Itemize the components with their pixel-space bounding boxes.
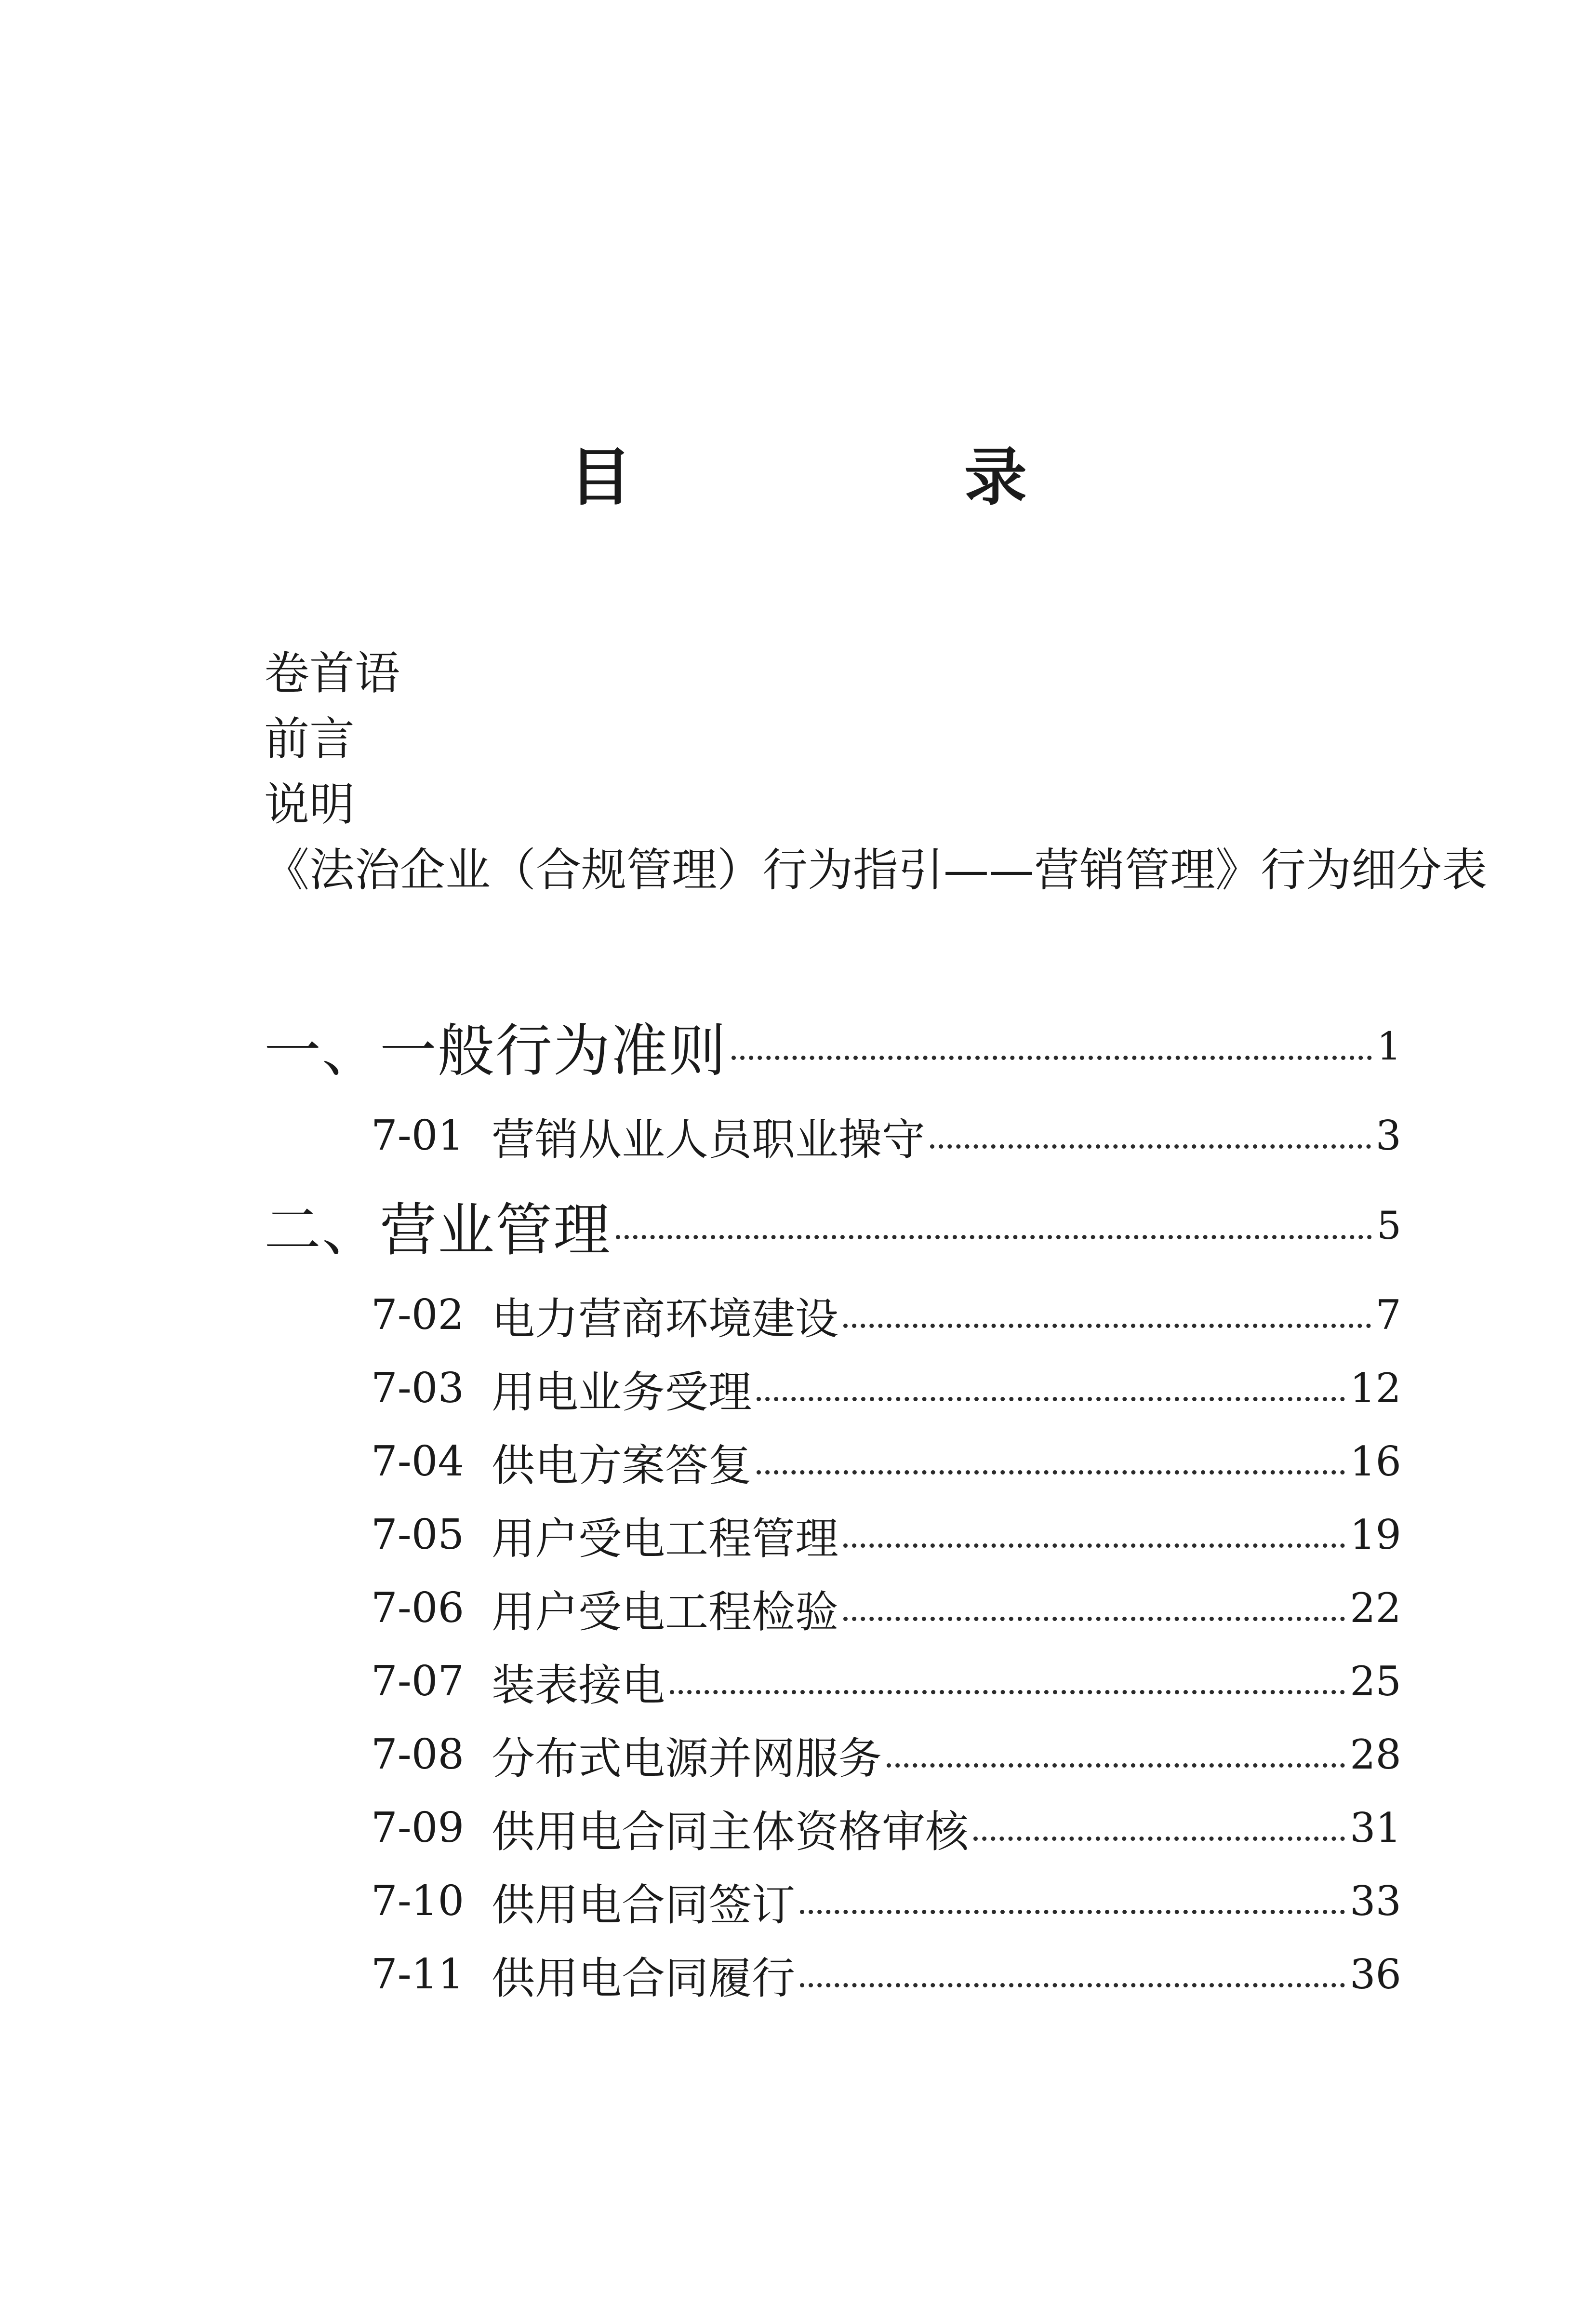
- toc-entry-code: 7-01: [371, 1112, 465, 1160]
- dot-leader: [757, 1470, 1345, 1475]
- front-matter-preface: 前言: [264, 713, 355, 765]
- dot-leader: [843, 1617, 1345, 1621]
- toc-entry-code: 7-10: [371, 1877, 465, 1925]
- toc-entry-label: 用户受电工程管理: [492, 1514, 838, 1564]
- toc-section-label: 二、营业管理: [264, 1197, 612, 1263]
- toc-entry: [264, 1571, 1401, 1645]
- toc-page-number: 12: [1350, 1365, 1401, 1412]
- toc-entry-code: 7-11: [371, 1950, 465, 1998]
- toc-page-number: 16: [1350, 1438, 1401, 1485]
- toc-entry-label: 用电业务受理: [492, 1367, 752, 1418]
- dot-leader: [973, 1837, 1345, 1841]
- toc-entry-label: 供用电合同主体资格审核: [492, 1807, 969, 1857]
- toc-entry: [264, 1498, 1401, 1571]
- toc-entry-code: 7-03: [371, 1364, 465, 1412]
- toc-entry-label: 分布式电源并网服务: [492, 1733, 882, 1784]
- dot-leader: [843, 1543, 1345, 1548]
- toc-section-business-management: [264, 1172, 1401, 1278]
- toc-page-number: 22: [1350, 1584, 1401, 1632]
- toc-entry: [264, 1864, 1401, 1938]
- toc-page-number: 25: [1350, 1658, 1401, 1705]
- toc-entry: [264, 1099, 1401, 1172]
- toc-entry: [264, 1791, 1401, 1864]
- toc-entry-label: 装表接电: [492, 1660, 665, 1711]
- toc-entry-label: 供用电合同履行: [492, 1953, 795, 2004]
- toc-page-number: 28: [1350, 1731, 1401, 1778]
- toc-entry-code: 7-06: [371, 1584, 465, 1632]
- dot-leader: [930, 1144, 1371, 1149]
- toc-entry-label: 供用电合同签订: [492, 1880, 795, 1931]
- dot-leader: [887, 1763, 1345, 1768]
- toc-page-number: 19: [1350, 1511, 1401, 1558]
- toc-page-number: 36: [1350, 1951, 1401, 1998]
- toc-entry: [264, 1718, 1401, 1791]
- toc-entry-code: 7-08: [371, 1730, 465, 1779]
- front-matter-list: [264, 641, 1488, 903]
- table-of-contents: [264, 993, 1401, 2011]
- toc-page-number: 1: [1377, 1023, 1401, 1069]
- toc-page-number: 31: [1350, 1804, 1401, 1851]
- toc-page-number: 5: [1377, 1203, 1401, 1248]
- toc-entry: [264, 1352, 1401, 1425]
- toc-entry: [264, 1938, 1401, 2011]
- dot-leader: [843, 1324, 1371, 1328]
- toc-entry: [264, 1645, 1401, 1718]
- toc-entry-label: 电力营商环境建设: [492, 1294, 838, 1344]
- page-title: 目 录: [569, 441, 1162, 514]
- dot-leader: [670, 1690, 1345, 1694]
- toc-page-number: 3: [1375, 1112, 1401, 1159]
- dot-leader: [757, 1397, 1345, 1401]
- front-matter-behavior-table: 《法治企业（合规管理）行为指引——营销管理》行为细分表: [264, 844, 1488, 897]
- toc-section-label: 一、一般行为准则: [264, 1018, 727, 1084]
- toc-entry-code: 7-02: [371, 1291, 465, 1339]
- toc-page-number: 7: [1375, 1291, 1401, 1339]
- toc-entry-label: 营销从业人员职业操守: [492, 1114, 925, 1165]
- front-matter-epigraph: 卷首语: [264, 647, 400, 700]
- toc-section-general-rules: [264, 993, 1401, 1099]
- toc-entry: [264, 1425, 1401, 1498]
- toc-entry: [264, 1278, 1401, 1352]
- dot-leader: [616, 1235, 1372, 1239]
- toc-entry-label: 供电方案答复: [492, 1440, 752, 1491]
- toc-entry-label: 用户受电工程检验: [492, 1587, 838, 1637]
- toc-entry-code: 7-04: [371, 1437, 465, 1486]
- front-matter-notes: 说明: [264, 778, 355, 831]
- dot-leader: [800, 1910, 1345, 1914]
- toc-entry-code: 7-05: [371, 1511, 465, 1559]
- dot-leader: [800, 1983, 1345, 1987]
- dot-leader: [732, 1056, 1372, 1060]
- toc-entry-code: 7-07: [371, 1657, 465, 1705]
- toc-entry-code: 7-09: [371, 1804, 465, 1852]
- toc-page-number: 33: [1350, 1877, 1401, 1925]
